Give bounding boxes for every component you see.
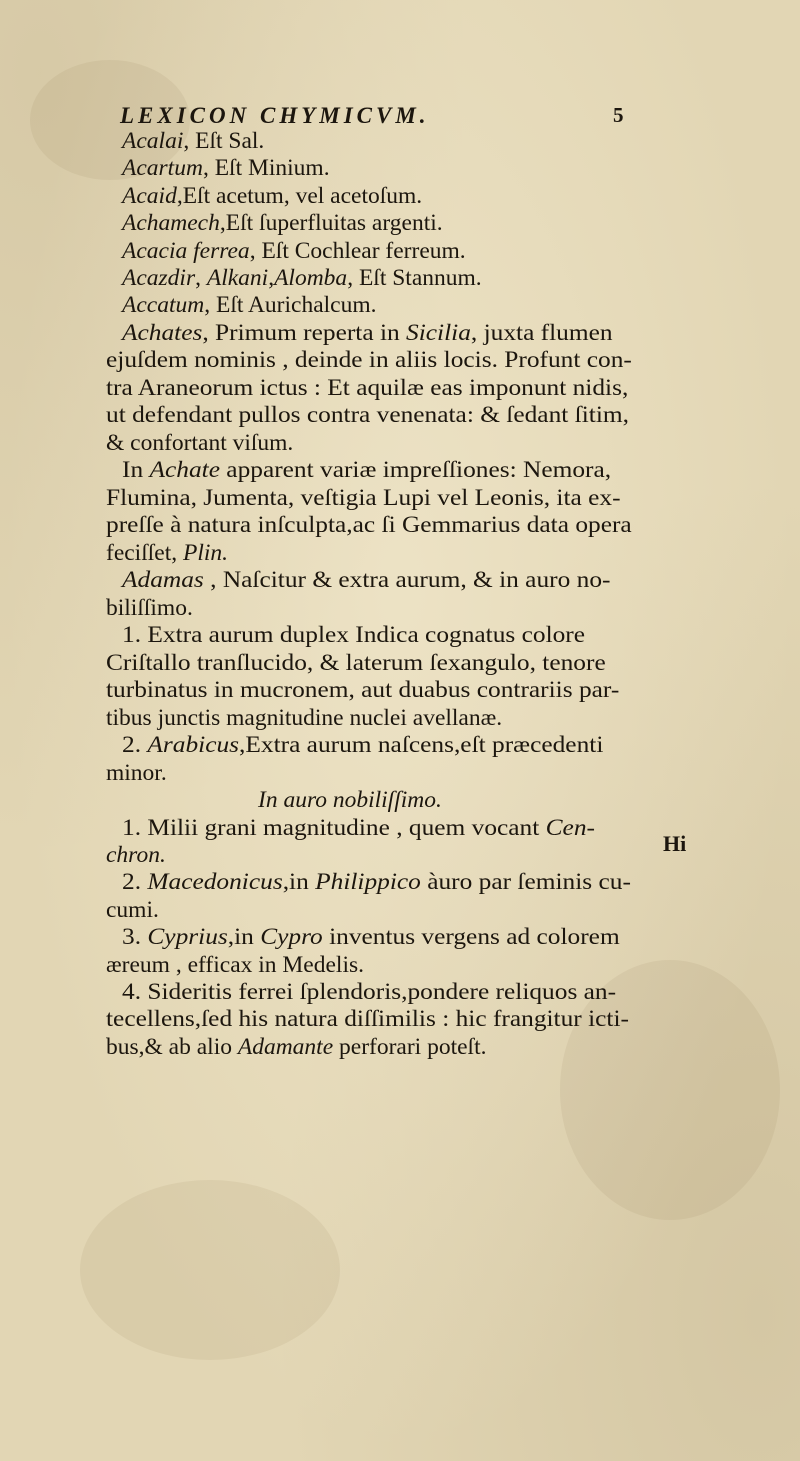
text-segment: , Eſt Aurichalcum.	[204, 292, 377, 318]
text-line	[106, 485, 621, 512]
text-segment: , Primum reperta in	[202, 320, 407, 346]
text-line	[106, 952, 364, 979]
text-segment: , Eſt Minium.	[202, 155, 330, 181]
text-line	[258, 787, 442, 814]
text-segment: , Eſt Cochlear ferreum.	[249, 238, 466, 264]
text-line	[122, 924, 620, 951]
text-segment: feciſſet,	[106, 540, 183, 566]
text-segment: Criſtallo tranſlucido, & laterum ſexangulo, tenore	[106, 650, 606, 676]
text-segment: ,in	[282, 869, 316, 895]
italic-term: Macedonicus	[147, 869, 283, 895]
text-line	[122, 265, 482, 292]
text-segment: tra Araneorum ictus : Et aquilæ eas imponunt nidis,	[106, 375, 629, 401]
italic-term: Plin.	[182, 540, 229, 566]
text-segment: In	[122, 457, 150, 483]
text-line	[122, 183, 422, 210]
text-line	[106, 595, 193, 622]
text-line	[106, 430, 293, 457]
italic-term: In auro nobiliſſimo.	[258, 787, 442, 813]
text-line	[122, 622, 585, 649]
italic-term: Cyprius	[147, 924, 228, 950]
italic-term: Achates	[122, 320, 203, 346]
text-line	[122, 732, 603, 759]
text-line	[122, 457, 611, 484]
italic-term: Achamech	[122, 210, 220, 236]
italic-term: Acalai	[122, 128, 184, 154]
text-segment: , Naſcitur & extra aurum, & in auro no-	[203, 567, 611, 593]
text-segment: , Eſt Sal.	[183, 128, 265, 154]
text-segment: ,in	[227, 924, 261, 950]
text-segment: ,	[195, 265, 207, 291]
italic-term: Cen-	[545, 815, 595, 841]
text-line	[122, 210, 443, 237]
italic-term: Acacia ferrea	[122, 238, 250, 264]
text-segment: preſſe à natura inſculpta,ac ſi Gemmarius data opera	[106, 512, 632, 538]
text-line	[106, 705, 502, 732]
italic-term: Acartum	[122, 155, 203, 181]
text-segment: 1. Milii grani magnitudine , quem vocant	[122, 815, 546, 841]
text-segment: 1. Extra aurum duplex Indica cognatus colore	[122, 622, 586, 648]
text-segment: ,Extra aurum naſcens,eſt præcedenti	[239, 732, 604, 758]
text-segment: cumi.	[106, 897, 159, 923]
text-segment: bus,& ab alio	[106, 1034, 238, 1060]
italic-term: Alomba	[274, 265, 348, 291]
text-line	[122, 567, 610, 594]
text-segment: 4. Sideritis ferrei ſplendoris,pondere reliquos an-	[122, 979, 617, 1005]
text-line	[106, 1034, 486, 1061]
text-segment: apparent variæ impreſſiones: Nemora,	[219, 457, 612, 483]
text-segment: , juxta flumen	[470, 320, 613, 346]
page-number: 5	[613, 103, 624, 127]
italic-term: Acaid	[122, 183, 177, 209]
text-segment: àuro par ſeminis cu-	[420, 869, 631, 895]
text-segment: minor.	[106, 760, 167, 786]
text-segment: tecellens,ſed his natura diſſimilis : hic frangitur icti-	[106, 1006, 629, 1032]
text-line	[106, 842, 166, 869]
italic-term: Cypro	[260, 924, 323, 950]
text-line	[106, 347, 632, 374]
text-line	[106, 760, 167, 787]
text-segment: , Eſt Stannum.	[347, 265, 482, 291]
text-line	[122, 238, 466, 265]
text-line	[122, 128, 264, 155]
signature-mark: Hi	[663, 831, 687, 856]
text-segment: perforari poteſt.	[333, 1034, 487, 1060]
text-segment: 2.	[122, 869, 148, 895]
text-segment: tibus junctis magnitudine nuclei avellanæ.	[106, 705, 503, 731]
italic-term: Philippico	[315, 869, 421, 895]
text-line	[106, 540, 228, 567]
text-segment: inventus vergens ad colorem	[322, 924, 620, 950]
running-title: LEXICON CHYMICVM.	[120, 103, 430, 128]
text-line	[122, 155, 330, 182]
text-segment: ,	[268, 265, 275, 291]
text-segment: æreum , efficax in Medelis.	[106, 952, 364, 978]
text-segment: ejuſdem nominis , deinde in aliis locis. Profunt con-	[106, 347, 632, 373]
text-line	[122, 292, 377, 319]
text-segment: ,Eſt acetum, vel acetoſum.	[176, 183, 423, 209]
text-segment: 2.	[122, 732, 148, 758]
italic-term: Achate	[149, 457, 220, 483]
text-line	[122, 815, 595, 842]
text-line	[106, 897, 159, 924]
italic-term: Alkani	[206, 265, 269, 291]
text-segment: ut defendant pullos contra venenata: & ſedant ſitim,	[106, 402, 629, 428]
italic-term: Adamante	[237, 1034, 334, 1060]
text-segment: turbinatus in mucronem, aut duabus contrariis par-	[106, 677, 620, 703]
italic-term: Accatum	[122, 292, 205, 318]
italic-term: Sicilia	[406, 320, 471, 346]
italic-term: chron.	[106, 842, 166, 868]
text-segment: 3.	[122, 924, 148, 950]
text-line	[106, 650, 606, 677]
italic-term: Adamas	[122, 567, 204, 593]
text-segment: Flumina, Jumenta, veſtigia Lupi vel Leonis, ita ex-	[106, 485, 621, 511]
text-segment: ,Eſt ſuperfluitas argenti.	[219, 210, 443, 236]
italic-term: Acazdir	[122, 265, 196, 291]
italic-term: Arabicus	[147, 732, 240, 758]
text-line	[106, 375, 628, 402]
text-line	[106, 677, 619, 704]
text-line	[122, 979, 616, 1006]
text-line	[122, 320, 613, 347]
text-line	[106, 1006, 629, 1033]
text-line	[106, 512, 632, 539]
text-segment: & confortant viſum.	[106, 430, 294, 456]
text-line	[122, 869, 631, 896]
text-segment: biliſſimo.	[106, 595, 193, 621]
text-line	[106, 402, 629, 429]
